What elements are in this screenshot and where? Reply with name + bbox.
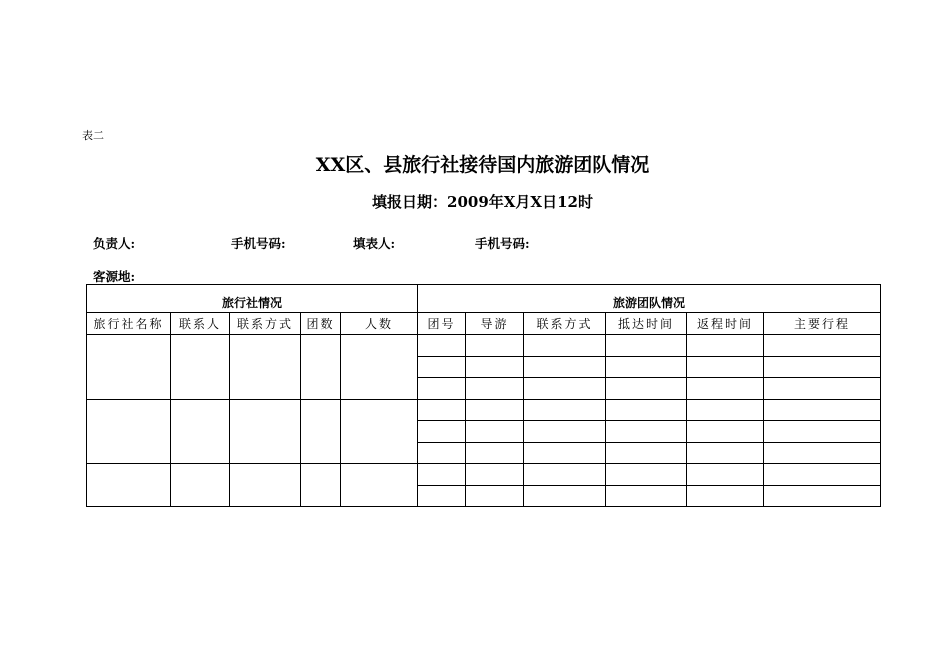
team-cell[interactable]: [606, 464, 687, 486]
team-cell[interactable]: [606, 442, 687, 464]
team-cell[interactable]: [524, 442, 606, 464]
team-cell[interactable]: [418, 399, 466, 421]
agency-cell[interactable]: [87, 464, 171, 507]
team-cell[interactable]: [764, 335, 881, 357]
team-cell[interactable]: [764, 378, 881, 400]
team-cell[interactable]: [687, 485, 764, 507]
col-agency-name: 旅行社名称: [87, 313, 171, 335]
phone-label-2: 手机号码:: [475, 236, 530, 251]
team-cell[interactable]: [606, 399, 687, 421]
agency-cell[interactable]: [301, 335, 341, 400]
team-cell[interactable]: [466, 421, 524, 443]
team-cell[interactable]: [606, 485, 687, 507]
team-cell[interactable]: [606, 421, 687, 443]
team-cell[interactable]: [687, 356, 764, 378]
agency-cell[interactable]: [301, 399, 341, 464]
tour-group-table: [86, 284, 881, 507]
team-cell[interactable]: [764, 399, 881, 421]
col-contact-person: 联系人: [171, 313, 230, 335]
team-cell[interactable]: [524, 378, 606, 400]
agency-cell[interactable]: [341, 464, 418, 507]
col-return-time: 返程时间: [687, 313, 764, 335]
team-cell[interactable]: [466, 378, 524, 400]
team-cell[interactable]: [466, 356, 524, 378]
team-cell[interactable]: [687, 442, 764, 464]
team-cell[interactable]: [418, 378, 466, 400]
col-team-contact: 联系方式: [524, 313, 606, 335]
col-group-count: 团数: [301, 313, 341, 335]
team-cell[interactable]: [524, 485, 606, 507]
team-cell[interactable]: [687, 399, 764, 421]
page-title: XX区、县旅行社接待国内旅游团队情况: [315, 154, 650, 176]
agency-cell[interactable]: [171, 464, 230, 507]
table-number-label: 表二: [82, 129, 104, 142]
team-group-header: 旅游团队情况: [418, 285, 881, 313]
col-contact-method: 联系方式: [230, 313, 301, 335]
agency-cell[interactable]: [230, 335, 301, 400]
col-group-number: 团号: [418, 313, 466, 335]
team-cell[interactable]: [764, 464, 881, 486]
agency-cell[interactable]: [341, 335, 418, 400]
team-cell[interactable]: [466, 464, 524, 486]
table-row: [87, 464, 881, 486]
team-cell[interactable]: [764, 356, 881, 378]
team-cell[interactable]: [418, 464, 466, 486]
agency-group-header: 旅行社情况: [87, 285, 418, 313]
agency-cell[interactable]: [87, 335, 171, 400]
column-header-row: [87, 313, 881, 335]
team-cell[interactable]: [606, 378, 687, 400]
table-row: [87, 335, 881, 357]
team-cell[interactable]: [418, 356, 466, 378]
team-cell[interactable]: [418, 442, 466, 464]
team-cell[interactable]: [606, 335, 687, 357]
team-cell[interactable]: [764, 421, 881, 443]
col-arrival-time: 抵达时间: [606, 313, 687, 335]
team-cell[interactable]: [466, 335, 524, 357]
col-guide: 导游: [466, 313, 524, 335]
agency-cell[interactable]: [230, 399, 301, 464]
team-cell[interactable]: [524, 399, 606, 421]
team-cell[interactable]: [524, 335, 606, 357]
filler-label: 填表人:: [353, 236, 396, 251]
origin-label: 客源地:: [93, 269, 136, 284]
phone-label-1: 手机号码:: [231, 236, 286, 251]
col-people-count: 人数: [341, 313, 418, 335]
agency-cell[interactable]: [230, 464, 301, 507]
agency-cell[interactable]: [87, 399, 171, 464]
team-cell[interactable]: [418, 421, 466, 443]
col-itinerary: 主要行程: [764, 313, 881, 335]
agency-cell[interactable]: [301, 464, 341, 507]
report-date: 填报日期：2009年X月X日12时: [372, 193, 593, 211]
team-cell[interactable]: [524, 464, 606, 486]
agency-cell[interactable]: [171, 335, 230, 400]
team-cell[interactable]: [606, 356, 687, 378]
team-cell[interactable]: [418, 335, 466, 357]
team-cell[interactable]: [524, 421, 606, 443]
table-row: [87, 399, 881, 421]
team-cell[interactable]: [466, 485, 524, 507]
team-cell[interactable]: [687, 421, 764, 443]
team-cell[interactable]: [687, 378, 764, 400]
team-cell[interactable]: [764, 442, 881, 464]
team-cell[interactable]: [687, 335, 764, 357]
team-cell[interactable]: [687, 464, 764, 486]
responsible-label: 负责人:: [93, 236, 136, 251]
team-cell[interactable]: [466, 442, 524, 464]
agency-cell[interactable]: [171, 399, 230, 464]
team-cell[interactable]: [524, 356, 606, 378]
team-cell[interactable]: [418, 485, 466, 507]
team-cell[interactable]: [764, 485, 881, 507]
agency-cell[interactable]: [341, 399, 418, 464]
team-cell[interactable]: [466, 399, 524, 421]
